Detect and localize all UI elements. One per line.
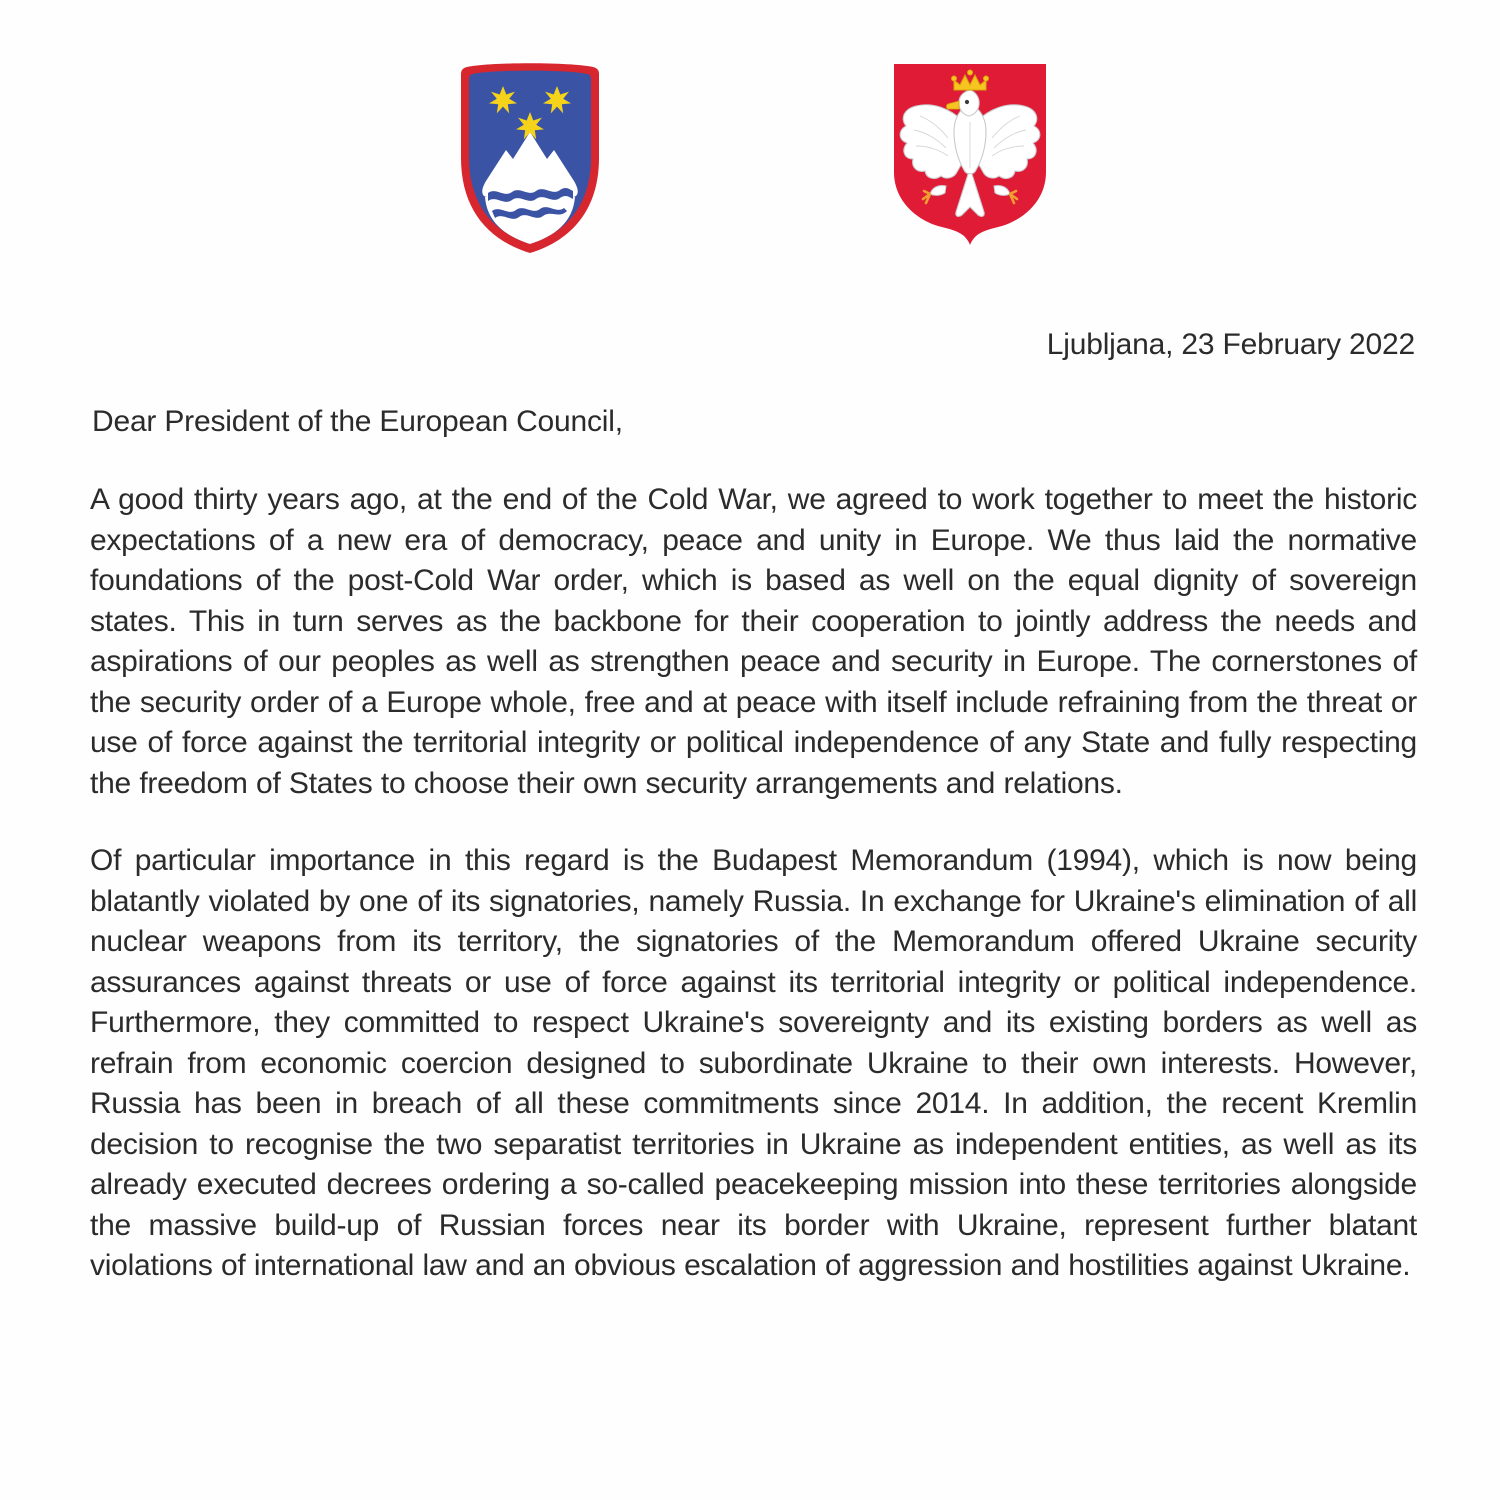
coat-of-arms-slovenia-icon [455, 60, 605, 255]
paragraph: Of particular importance in this regard is the Budapest Memorandum (1994), which is now being blatantly violated by one of its signatories, namely Russia. In exchange for Ukraine's elimination of all nuclear weapons from its territory, the signatories of the Memorandum offered Ukraine security assurances against threats or use of force against its territorial integrity or political independence. Furthermore, they committed to respect Ukraine's sovereignty and its existing borders as well as refrain from economic coercion designed to subordinate Ukraine to their own interests. However, Russia has been in breach of all these commitments since 2014. In addition, the recent Kremlin decision to recognise the two separatist territories in Ukraine as independent entities, as well as its already executed decrees ordering a so-called peacekeeping mission into these territories alongside the massive build-up of Russian forces near its border with Ukraine, represent further blatant violations of international law and an obvious escalation of aggression and hostilities against Ukraine. [90, 844, 1417, 1282]
date-line: Ljubljana, 23 February 2022 [1046, 328, 1415, 361]
salutation: Dear President of the European Council, [92, 405, 623, 438]
coat-of-arms-poland-icon [890, 60, 1050, 245]
letter-body [90, 480, 1417, 1287]
paragraph: A good thirty years ago, at the end of the Cold War, we agreed to work together to meet the historic expectations of a new era of democracy, peace and unity in Europe. We thus laid the normative foundations of the post-Cold War order, which is based as well on the equal dignity of sovereign states. This in turn serves as the backbone for their cooperation to jointly address the needs and aspirations of our peoples as well as strengthen peace and security in Europe. The cornerstones of the security order of a Europe whole, free and at peace with itself include refraining from the threat or use of force against the territorial integrity or political independence of any State and fully respecting the freedom of States to choose their own security arrangements and relations. [90, 483, 1417, 800]
emblem-header [0, 60, 1500, 260]
